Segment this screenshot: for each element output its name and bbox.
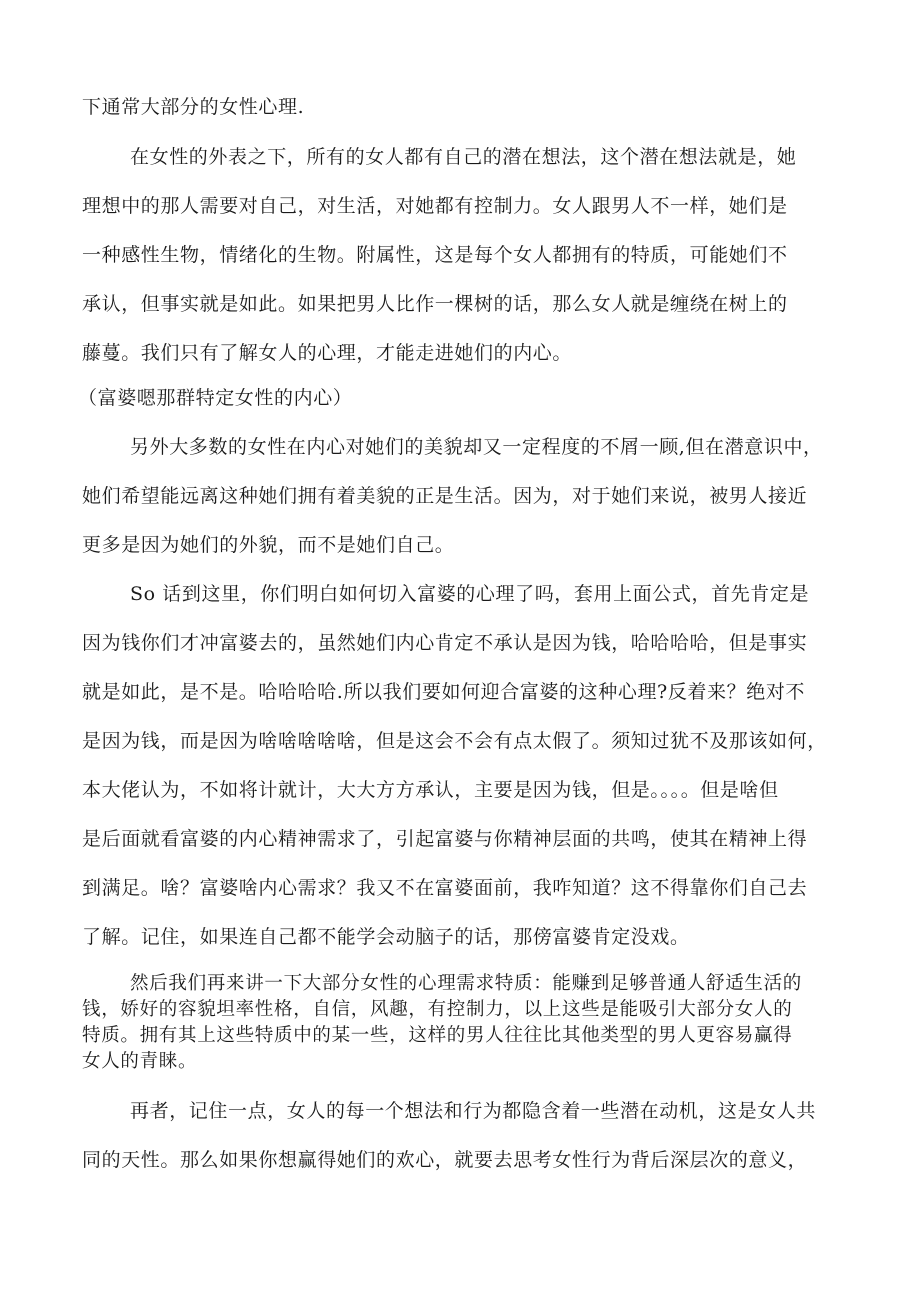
paragraph-first-line: 然后我们再来讲一下大部分女性的心理需求特质：能赚到足够普通人舒适生活的	[130, 973, 803, 994]
paragraph-first-line: 另外大多数的女性在内心对她们的美貌却又一定程度的不屑一顾,但在潜意识中，	[130, 436, 823, 458]
text-line: 到满足。啥？富婆啥内心需求？我又不在富婆面前，我咋知道？这不得靠你们自己去	[82, 877, 808, 899]
text-line: 承认，但事实就是如此。如果把男人比作一棵树的话，那么女人就是缠绕在树上的	[82, 293, 788, 315]
text-line: 特质。拥有其上这些特质中的某一些，这样的男人往往比其他类型的男人更容易赢得	[82, 1025, 793, 1046]
text-line: 下通常大部分的女性心理.	[82, 96, 305, 118]
paragraph-first-line: 再者，记住一点，女人的每一个想法和行为都隐含着一些潜在动机，这是女人共	[130, 1100, 817, 1122]
section-heading: （富婆嗯那群特定女性的内心）	[78, 387, 353, 409]
text-line: 更多是因为她们的外貌，而不是她们自己。	[82, 534, 455, 556]
text-line: 理想中的那人需要对自己，对生活，对她都有控制力。女人跟男人不一样，她们是	[82, 195, 788, 217]
text-line: 本大佬认为，不如将计就计，大大方方承认，主要是因为钱，但是。。。。但是啥但	[82, 779, 779, 801]
text-line: 因为钱你们才冲富婆去的，虽然她们内心肯定不承认是因为钱，哈哈哈哈，但是事实	[82, 632, 808, 654]
text-line: 是因为钱，而是因为啥啥啥啥啥，但是这会不会有点太假了。须知过犹不及那该如何，	[82, 730, 827, 752]
text-line: 是后面就看富婆的内心精神需求了，引起富婆与你精神层面的共鸣，使其在精神上得	[82, 828, 808, 850]
text-line: 就是如此，是不是。哈哈哈哈.所以我们要如何迎合富婆的这种心理?反着来？绝对不	[82, 681, 806, 703]
text-line: 一种感性生物，情绪化的生物。附属性，这是每个女人都拥有的特质，可能她们不	[82, 244, 788, 266]
text-line: 藤蔓。我们只有了解女人的心理，才能走进她们的内心。	[82, 342, 573, 364]
text-line: 她们希望能远离这种她们拥有着美貌的正是生活。因为，对于她们来说，被男人接近	[82, 485, 808, 507]
text-line: 女人的青睐。	[82, 1051, 198, 1072]
paragraph-first-line: 在女性的外表之下，所有的女人都有自己的潜在想法，这个潜在想法就是，她	[130, 146, 797, 168]
text-line: 钱，娇好的容貌坦率性格，自信，风趣，有控制力，以上这些是能吸引大部分女人的	[82, 999, 793, 1020]
paragraph-first-line: So 话到这里，你们明白如何切入富婆的心理了吗，套用上面公式，首先肯定是	[130, 583, 810, 605]
text-line: 同的天性。那么如果你想赢得她们的欢心，就要去思考女性行为背后深层次的意义，	[82, 1149, 808, 1171]
text-line: 了解。记住，如果连自己都不能学会动脑子的话，那傍富婆肯定没戏。	[82, 926, 690, 948]
